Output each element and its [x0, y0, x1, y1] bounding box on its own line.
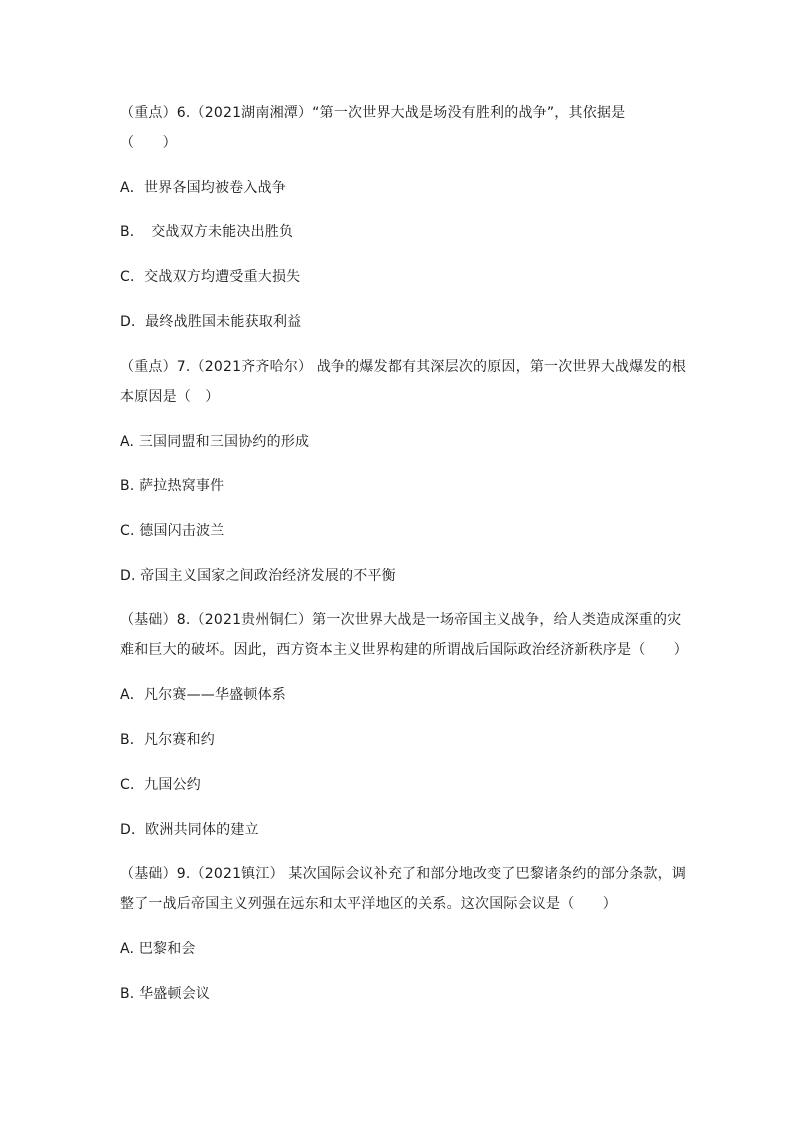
option-a: A. 巴黎和会 [120, 941, 196, 957]
question-stem-continuation: 难和巨大的破坏。因此，西方资本主义世界构建的所谓战后国际政治经济新秩序是（ ） [120, 642, 688, 658]
option-c: C．交战双方均遭受重大损失 [120, 269, 301, 285]
option-d: D. 帝国主义国家之间政治经济发展的不平衡 [120, 568, 396, 584]
option-b: B. 萨拉热窝事件 [120, 478, 225, 494]
option-c: C. 德国闪击波兰 [120, 523, 225, 539]
option-a: A．凡尔赛——华盛顿体系 [120, 687, 286, 703]
question-stem: （重点）6.（2021湖南湘潭）“第一次世界大战是场没有胜利的战争”，其依据是 [120, 105, 626, 121]
option-a: A. 三国同盟和三国协约的形成 [120, 434, 310, 450]
option-b: B． 交战双方未能决出胜负 [120, 224, 294, 240]
option-c: C．九国公约 [120, 777, 201, 793]
option-d: D．欧洲共同体的建立 [120, 822, 259, 838]
question-stem: （基础）9.（2021镇江） 某次国际会议补充了和部分地改变了巴黎诸条约的部分条款，调 [120, 866, 687, 882]
question-stem-continuation: 本原因是（ ） [120, 389, 220, 405]
option-d: D．最终战胜国未能获取利益 [120, 314, 302, 330]
question-stem-continuation: 整了一战后帝国主义列强在远东和太平洋地区的关系。这次国际会议是（ ） [120, 896, 617, 912]
question-stem-continuation: （ ） [120, 135, 177, 151]
option-b: B. 华盛顿会议 [120, 986, 211, 1002]
option-a: A．世界各国均被卷入战争 [120, 180, 286, 196]
option-b: B．凡尔赛和约 [120, 732, 216, 748]
question-stem: （基础）8.（2021贵州铜仁）第一次世界大战是一场帝国主义战争，给人类造成深重的灾 [120, 612, 682, 628]
question-stem: （重点）7.（2021齐齐哈尔） 战争的爆发都有其深层次的原因，第一次世界大战爆发的根 [120, 359, 687, 375]
